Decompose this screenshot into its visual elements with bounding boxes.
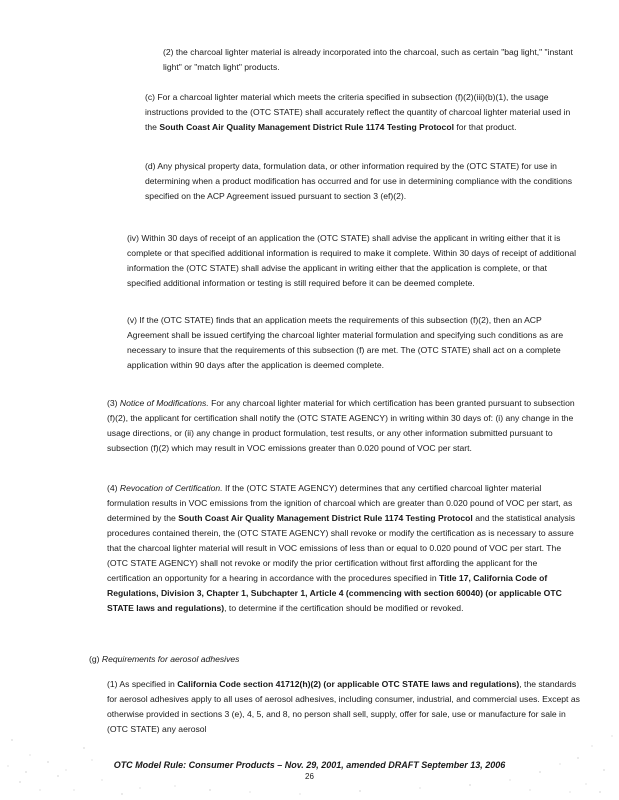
paragraph-number: (4)	[107, 483, 120, 493]
paragraph-d-physical-property-data	[145, 159, 583, 204]
paragraph-text: (iv) Within 30 days of receipt of an application the (OTC STATE) shall advise the applicant in writing either that it is complete or that specified additional information is required to make it complete. Within 30 days of receipt of additional information the (OTC STATE) shall advise the applicant in writing either that the application is complete, or that specified additional information or testing is still required before it can be deemed complete.	[127, 233, 577, 288]
paragraph-g-aerosol-adhesives-heading	[89, 652, 583, 667]
paragraph-1-aerosol-adhesive-standards	[107, 677, 583, 737]
section-heading-italic: Revocation of Certification.	[119, 483, 223, 493]
paragraph-text: for that product.	[453, 122, 517, 132]
paragraph-v-acp-agreement	[127, 313, 583, 373]
code-reference-bold: California Code section 41712(h)(2) (or applicable OTC STATE laws and regulations)	[177, 679, 520, 689]
paragraph-text: (v) If the (OTC STATE) finds that an application meets the requirements of this subsection (f)(2), then an ACP Agreement shall be issued certifying the charcoal lighter material formulation and specifying such conditions as are necessary to insure that the requirements of this subsection (f) are met. The (OTC STATE) shall act on a complete application within 90 days after the application is deemed complete.	[127, 315, 564, 370]
footer-title: OTC Model Rule: Consumer Products – Nov. 29, 2001, amended DRAFT September 13, 2006	[113, 760, 506, 770]
paragraph-text: (c) For a charcoal lighter material which meets the criteria specified in subsection (f)(2)(iii)(b)(1), the usage instructions provided to the (OTC STATE) shall accurately reflect the quantity of charcoal lighter material used in the	[145, 92, 571, 132]
rule-reference-bold: South Coast Air Quality Management District Rule 1174 Testing Protocol	[178, 513, 473, 523]
regulation-reference-bold: Title 17, California Code of Regulations, Division 3, Chapter 1, Subchapter 1, Article 4 (commencing with section 60040) (or applicable OTC STATE laws and regulations)	[107, 573, 562, 613]
paragraph-text: (d) Any physical property data, formulation data, or other information required by the (OTC STATE) for use in determining when a product modification has occurred and for use in determining compliance with the conditions specified on the ACP Agreement issued pursuant to section 3 (ef)(2).	[145, 161, 573, 201]
paragraph-4-revocation-of-certification	[107, 481, 583, 616]
page-number: 26	[305, 772, 314, 781]
paragraph-iv-within-30-days	[127, 231, 583, 291]
paragraph-2-charcoal-incorporated	[163, 45, 583, 75]
paragraph-text: If the (OTC STATE AGENCY) determines that any certified charcoal lighter material formulation results in VOC emissions from the ignition of charcoal which are greater than 0.020 pound of VOC per start, as determined by the	[107, 483, 573, 523]
paragraph-3-notice-of-modifications	[107, 396, 583, 456]
paragraph-c-usage-instructions	[145, 90, 583, 135]
paragraph-text: , the standards for aerosol adhesives apply to all uses of aerosol adhesives, including consumer, industrial, and commercial uses. Except as otherwise provided in sections 3 (e), 4, 5, and 8, no person shall sell, supply, offer for sale, use or manufacture for sale in (OTC STATE) any aerosol	[107, 679, 580, 734]
paragraph-number: (g)	[89, 654, 102, 664]
paragraph-text: (1) As specified in	[107, 679, 178, 689]
paragraph-number: (3)	[107, 398, 120, 408]
paragraph-text: For any charcoal lighter material for which certification has been granted pursuant to subsection (f)(2), the applicant for certification shall notify the (OTC STATE AGENCY) in writing within 30 days of: (i) any change in the usage directions, or (ii) any change in product formulation, test results, or any other information submitted pursuant to subsection (f)(2) which may result in VOC emissions greater than 0.020 pound of VOC per start.	[107, 398, 575, 453]
rule-reference-bold: South Coast Air Quality Management District Rule 1174 Testing Protocol	[159, 122, 454, 132]
paragraph-text: , to determine if the certification should be modified or revoked.	[224, 603, 464, 613]
paragraph-text: and the statistical analysis procedures contained therein, the (OTC STATE AGENCY) shall revoke or modify the certification as is necessary to assure that the charcoal lighter material will result in VOC emissions of less than or equal to 0.020 pound of VOC per start. The (OTC STATE AGENCY) shall not revoke or modify the prior certification without first affording the applicant for the certification an opportunity for a hearing in accordance with the procedures specified in	[107, 513, 576, 583]
section-heading-italic: Notice of Modifications.	[119, 398, 209, 408]
paragraph-text: (2) the charcoal lighter material is already incorporated into the charcoal, such as certain "bag light," "instant light" or "match light" products.	[163, 47, 573, 72]
section-heading-italic: Requirements for aerosol adhesives	[101, 654, 240, 664]
